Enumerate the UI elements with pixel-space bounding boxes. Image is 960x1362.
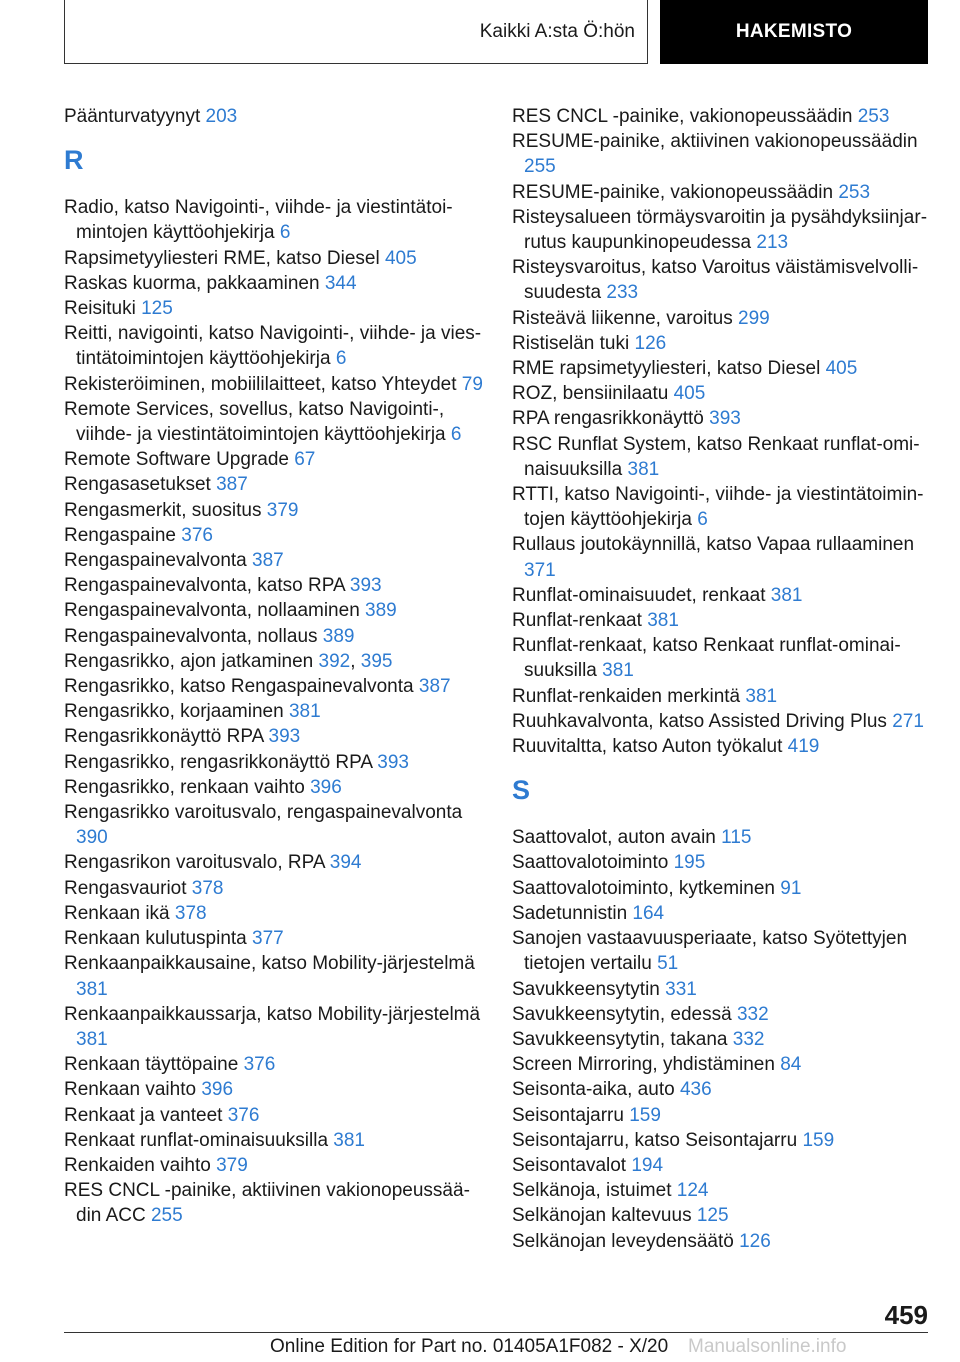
index-entry-term: Seisontajarru: [512, 1104, 630, 1126]
index-entry: [512, 1103, 932, 1128]
index-entry: [512, 432, 932, 482]
index-entry-term: ROZ, bensiinilaatu: [512, 383, 674, 405]
index-entry-term: Renkaanpaikkaussarja, katso Mobility-järjestelmä: [64, 1003, 481, 1025]
page-link[interactable]: 405: [673, 383, 706, 405]
index-entry-term: RPA rengasrikkonäyttö: [512, 408, 710, 430]
page-link[interactable]: 376: [243, 1054, 276, 1076]
index-entry-term: Renkaan vaihto: [64, 1079, 202, 1101]
index-entry-term: Ruuvitaltta, katso Auton työkalut: [512, 736, 788, 758]
page-link[interactable]: 394: [329, 852, 362, 874]
index-entry-term: Rengasrikko, katso Rengaspainevalvonta: [64, 676, 419, 698]
index-entry: [64, 624, 484, 649]
page-link[interactable]: 253: [838, 181, 871, 203]
footer-edition-text: Online Edition for Part no. 01405A1F082 - X/20: [270, 1336, 669, 1357]
index-entry: [64, 296, 484, 321]
index-entry: [512, 104, 932, 129]
index-entry-term: Runflat-renkaiden merkintä: [512, 685, 746, 707]
index-entry: [64, 876, 484, 901]
index-entry: [512, 1002, 932, 1027]
page-link[interactable]: 387: [216, 474, 248, 496]
index-entry-term: RSC Runflat System, katso Renkaat runflat-ominaisuuksilla: [512, 433, 920, 480]
page-link[interactable]: 381: [76, 978, 108, 1000]
page-link[interactable]: 124: [676, 1180, 709, 1202]
page-link[interactable]: 392: [318, 650, 351, 672]
page-link[interactable]: 332: [732, 1028, 765, 1050]
index-entry-term: Ruuhkavalvonta, katso Assisted Driving Plus: [512, 710, 893, 732]
index-entry: [512, 1153, 932, 1178]
index-entry: [512, 381, 932, 406]
index-entry-term: Päänturvatyynyt: [64, 106, 206, 127]
header-tabs: [64, 0, 928, 66]
page-link[interactable]: 6: [450, 424, 462, 446]
index-entry-term: Rengaspainevalvonta, katso RPA: [64, 575, 350, 597]
index-entry-term: Rengasrikko, rengasrikkonäyttö RPA: [64, 751, 378, 773]
page-link[interactable]: 378: [191, 877, 224, 899]
index-entry: [64, 699, 484, 724]
page-link[interactable]: 378: [174, 902, 207, 924]
page-link[interactable]: 381: [602, 660, 634, 682]
page-link[interactable]: 379: [266, 499, 299, 521]
index-entry-term: Renkaat ja vanteet: [64, 1104, 228, 1126]
page-link[interactable]: 91: [780, 877, 802, 899]
index-entry-term: Renkaat runflat-ominaisuuksilla: [64, 1129, 334, 1151]
index-entry: [512, 1178, 932, 1203]
page-link[interactable]: 371: [524, 559, 556, 581]
page-link[interactable]: 159: [802, 1129, 835, 1151]
page-link[interactable]: 387: [418, 676, 451, 698]
index-entry-term: Reitti, navigointi, katso Navigointi-, viihde- ja viestintätoimintojen käyttöohjekirja: [64, 323, 482, 370]
index-entry-term: Rengasrikko varoitusvalo, rengaspainevalvonta: [64, 802, 463, 824]
index-entry: [64, 926, 484, 951]
index-entry: [512, 583, 932, 608]
index-entry-term: Rengasrikkonäyttö RPA: [64, 726, 269, 748]
index-entry-term: RES CNCL -painike, vakionopeussäädin: [512, 106, 858, 127]
index-entry-term: Remote Services, sovellus, katso Navigointi-, viihde- ja viestintätoimintojen käyttöohjekirja: [64, 398, 451, 446]
page-link[interactable]: 381: [770, 584, 803, 606]
watermark: Manualsonline.info: [688, 1336, 847, 1357]
page-link[interactable]: 255: [150, 1205, 183, 1227]
index-entry: [512, 255, 932, 305]
index-entry: [512, 406, 932, 431]
index-entry: [64, 1077, 484, 1102]
page-link[interactable]: 203: [205, 106, 238, 127]
page-link[interactable]: 79: [461, 373, 483, 395]
page-link[interactable]: 125: [141, 298, 173, 320]
page-link[interactable]: 376: [181, 524, 213, 546]
index-entry-term: Rengaspaine: [64, 524, 182, 546]
index-entry-term: Runflat-renkaat, katso Renkaat runflat-ominaisuuksilla: [512, 635, 901, 682]
page-link[interactable]: 405: [825, 358, 858, 380]
index-entry: [64, 1052, 484, 1077]
index-entry: [512, 901, 932, 926]
page-link[interactable]: 233: [606, 282, 639, 304]
page-link[interactable]: 436: [679, 1079, 712, 1101]
page-link[interactable]: 164: [632, 902, 665, 924]
page-link[interactable]: 331: [665, 978, 697, 1000]
index-column-right: [512, 104, 932, 1254]
index-entry-term: Sanojen vastaavuusperiaate, katso Syötettyjen tietojen vertailu: [512, 928, 908, 975]
index-entry-term: Selkänojan leveydensäätö: [512, 1230, 740, 1252]
index-entry-term: Risteävä liikenne, varoitus: [512, 307, 738, 329]
page-link[interactable]: 396: [201, 1079, 234, 1101]
page-link[interactable]: 271: [892, 710, 924, 732]
index-entry-term: Renkaan ikä: [64, 902, 175, 924]
index-entry-term: RES CNCL -painike, aktiivinen vakionopeussäädin ACC: [64, 1180, 470, 1227]
index-entry: [64, 246, 484, 271]
page-link[interactable]: 381: [333, 1129, 365, 1151]
index-entry: [512, 977, 932, 1002]
index-entry: [64, 195, 484, 245]
section-letter: S: [512, 775, 531, 806]
index-entry-term: Raskas kuorma, pakkaaminen: [64, 272, 325, 294]
index-entry: [64, 397, 484, 447]
page-link[interactable]: 213: [756, 232, 789, 254]
page-link[interactable]: 84: [780, 1054, 802, 1076]
index-entry: [64, 1178, 484, 1228]
index-entry: [64, 271, 484, 296]
index-entry-term: Radio, katso Navigointi-, viihde- ja viestintätoimintojen käyttöohjekirja: [64, 197, 453, 244]
index-entry-term: Renkaan kulutuspinta: [64, 928, 253, 950]
page-link[interactable]: 393: [268, 726, 301, 748]
index-entry-term: Rengaspainevalvonta, nollaaminen: [64, 600, 366, 622]
index-entry-term: Rengasvauriot: [64, 877, 192, 899]
page-link[interactable]: 379: [216, 1154, 248, 1176]
index-entry: [64, 1128, 484, 1153]
index-entry-term: Remote Software Upgrade: [64, 449, 295, 471]
index-entry: [64, 750, 484, 775]
page-link[interactable]: 6: [335, 348, 347, 370]
index-entry: [512, 356, 932, 381]
index-entry-term: Sadetunnistin: [512, 902, 633, 924]
index-entry-term: Saattovalot, auton avain: [512, 827, 722, 849]
page-number: 459: [884, 1300, 928, 1330]
page-link[interactable]: 419: [787, 736, 820, 758]
page-link[interactable]: 255: [524, 156, 556, 178]
index-entry-term: Rengasrikko, ajon jatkaminen: [64, 650, 319, 672]
page-link[interactable]: 344: [324, 272, 357, 294]
index-entry-term: Rengaspainevalvonta: [64, 550, 253, 572]
index-entry: [64, 674, 484, 699]
tab-index[interactable]: HAKEMISTO: [660, 0, 928, 64]
index-entry: [64, 1153, 484, 1178]
index-entry-term: Seisontavalot: [512, 1154, 632, 1176]
page-link[interactable]: 159: [629, 1104, 661, 1126]
page-link[interactable]: 125: [696, 1205, 729, 1227]
index-entry-term: Risteysvaroitus, katso Varoitus väistämisvelvollisuudesta: [512, 257, 919, 304]
page-link[interactable]: 387: [252, 550, 284, 572]
index-entry-term: Savukkeensytytin, takana: [512, 1028, 733, 1050]
index-entry-term: Rengasrikko, renkaan vaihto: [64, 776, 311, 798]
section-letter: R: [64, 145, 84, 176]
index-entry: [64, 850, 484, 875]
page-link[interactable]: 67: [294, 449, 316, 471]
index-entry: [512, 180, 932, 205]
index-entry: [64, 321, 484, 371]
page-separator: ,: [350, 650, 361, 672]
index-entry: [64, 598, 484, 623]
index-entry: [512, 1077, 932, 1102]
index-entry-term: Reisituki: [64, 298, 142, 320]
index-entry-term: Selkänojan kaltevuus: [512, 1205, 697, 1227]
index-entry-term: Renkaanpaikkausaine, katso Mobility-järjestelmä: [64, 953, 475, 975]
index-entry-term: Savukkeensytytin, edessä: [512, 1003, 737, 1025]
page-link[interactable]: 405: [384, 247, 417, 269]
index-entry-term: Rengasmerkit, suositus: [64, 499, 267, 521]
index-entry: [512, 709, 932, 734]
index-entry: [512, 608, 932, 633]
index-entry: [64, 372, 484, 397]
index-entry: [512, 926, 932, 976]
page-link[interactable]: 195: [673, 852, 706, 874]
page-link[interactable]: 381: [627, 458, 660, 480]
page-link[interactable]: 194: [631, 1154, 664, 1176]
index-entry: [512, 825, 932, 850]
index-entry-term: Rekisteröiminen, mobiililaitteet, katso Yhteydet: [64, 373, 462, 395]
index-entry-term: RESUME-painike, aktiivinen vakionopeussäädin: [512, 131, 918, 153]
index-entry: [512, 129, 932, 179]
tab-all-a-to-o[interactable]: Kaikki A:sta Ö:hön: [64, 0, 648, 64]
index-entry-term: RTTI, katso Navigointi-, viihde- ja viestintätoimintojen käyttöohjekirja: [512, 484, 924, 531]
index-entry: [512, 482, 932, 532]
index-entry-term: Ristiselän tuki: [512, 332, 635, 354]
index-entry: [64, 447, 484, 472]
index-entry: [64, 523, 484, 548]
index-entry: [64, 901, 484, 926]
page-link[interactable]: 381: [76, 1028, 108, 1050]
index-entry-term: Renkaan täyttöpaine: [64, 1054, 244, 1076]
index-entry: [512, 734, 932, 759]
page-link[interactable]: 299: [738, 307, 770, 329]
index-entry: [512, 306, 932, 331]
index-entry-term: Saattovalotoiminto, kytkeminen: [512, 877, 781, 899]
footer-divider: [64, 1332, 928, 1333]
index-entry: [512, 532, 932, 582]
index-entry: [512, 876, 932, 901]
index-entry: [64, 649, 484, 674]
index-entry: [64, 1002, 484, 1052]
index-entry: [64, 800, 484, 850]
index-entry: [512, 633, 932, 683]
index-entry: [64, 951, 484, 1001]
page-link[interactable]: 126: [634, 332, 667, 354]
index-entry-term: Rapsimetyyliesteri RME, katso Diesel: [64, 247, 385, 269]
page-link[interactable]: 381: [745, 685, 778, 707]
index-entry-term: Seisontajarru, katso Seisontajarru: [512, 1129, 803, 1151]
index-entry: [64, 104, 484, 129]
page-link[interactable]: 389: [322, 625, 355, 647]
index-entry-term: RESUME-painike, vakionopeussäädin: [512, 181, 839, 203]
index-entry-term: Rengasrikko, korjaaminen: [64, 701, 289, 723]
index-entry-term: Renkaiden vaihto: [64, 1154, 217, 1176]
index-entry: [512, 850, 932, 875]
page-link[interactable]: 115: [721, 827, 752, 849]
index-entry-term: Runflat-ominaisuudet, renkaat: [512, 584, 771, 606]
page-link[interactable]: 393: [349, 575, 382, 597]
index-entry-term: RME rapsimetyyliesteri, katso Diesel: [512, 358, 826, 380]
index-column-left: [64, 104, 484, 1229]
page-link[interactable]: 332: [736, 1003, 769, 1025]
page-link[interactable]: 390: [76, 827, 108, 849]
page-link[interactable]: 381: [647, 610, 679, 632]
index-entry: [64, 573, 484, 598]
index-entry-term: Rengasrikon varoitusvalo, RPA: [64, 852, 330, 874]
page-link[interactable]: 6: [279, 222, 291, 244]
index-entry: [64, 724, 484, 749]
page-link[interactable]: 396: [310, 776, 342, 798]
page-link[interactable]: 389: [365, 600, 397, 622]
index-entry-term: Rullaus joutokäynnillä, katso Vapaa rullaaminen: [512, 534, 915, 556]
index-entry-term: Rengaspainevalvonta, nollaus: [64, 625, 323, 647]
page-link[interactable]: 253: [857, 106, 890, 127]
page-link[interactable]: 376: [227, 1104, 260, 1126]
page-link[interactable]: 126: [739, 1230, 771, 1252]
index-entry: [512, 684, 932, 709]
index-entry: [64, 1103, 484, 1128]
index-entry: [64, 472, 484, 497]
index-entry-term: Rengasasetukset: [64, 474, 217, 496]
index-entry: [512, 1128, 932, 1153]
index-entry: [64, 548, 484, 573]
page-link[interactable]: 51: [657, 953, 679, 975]
index-entry: [512, 205, 932, 255]
index-entry: [512, 1203, 932, 1228]
index-entry: [64, 498, 484, 523]
page-link[interactable]: 6: [697, 509, 708, 531]
index-entry: [64, 775, 484, 800]
index-entry: [512, 1229, 932, 1254]
page-link[interactable]: 393: [709, 408, 741, 430]
index-entry: [512, 1027, 932, 1052]
index-entry-term: Saattovalotoiminto: [512, 852, 674, 874]
page-link[interactable]: 395: [360, 650, 393, 672]
page-link[interactable]: 381: [288, 701, 321, 723]
index-entry-term: Seisonta-aika, auto: [512, 1079, 680, 1101]
index-entry: [512, 1052, 932, 1077]
index-entry-term: Selkänoja, istuimet: [512, 1180, 677, 1202]
index-entry: [512, 331, 932, 356]
index-entry-term: Runflat-renkaat: [512, 610, 648, 632]
page-link[interactable]: 393: [377, 751, 409, 773]
index-entry-term: Savukkeensytytin: [512, 978, 666, 1000]
page-link[interactable]: 377: [252, 928, 284, 950]
index-entry-term: Screen Mirroring, yhdistäminen: [512, 1054, 781, 1076]
index-entry-term: Risteysalueen törmäysvaroitin ja pysähdyksiinjarrutus kaupunkinopeudessa: [512, 206, 928, 254]
